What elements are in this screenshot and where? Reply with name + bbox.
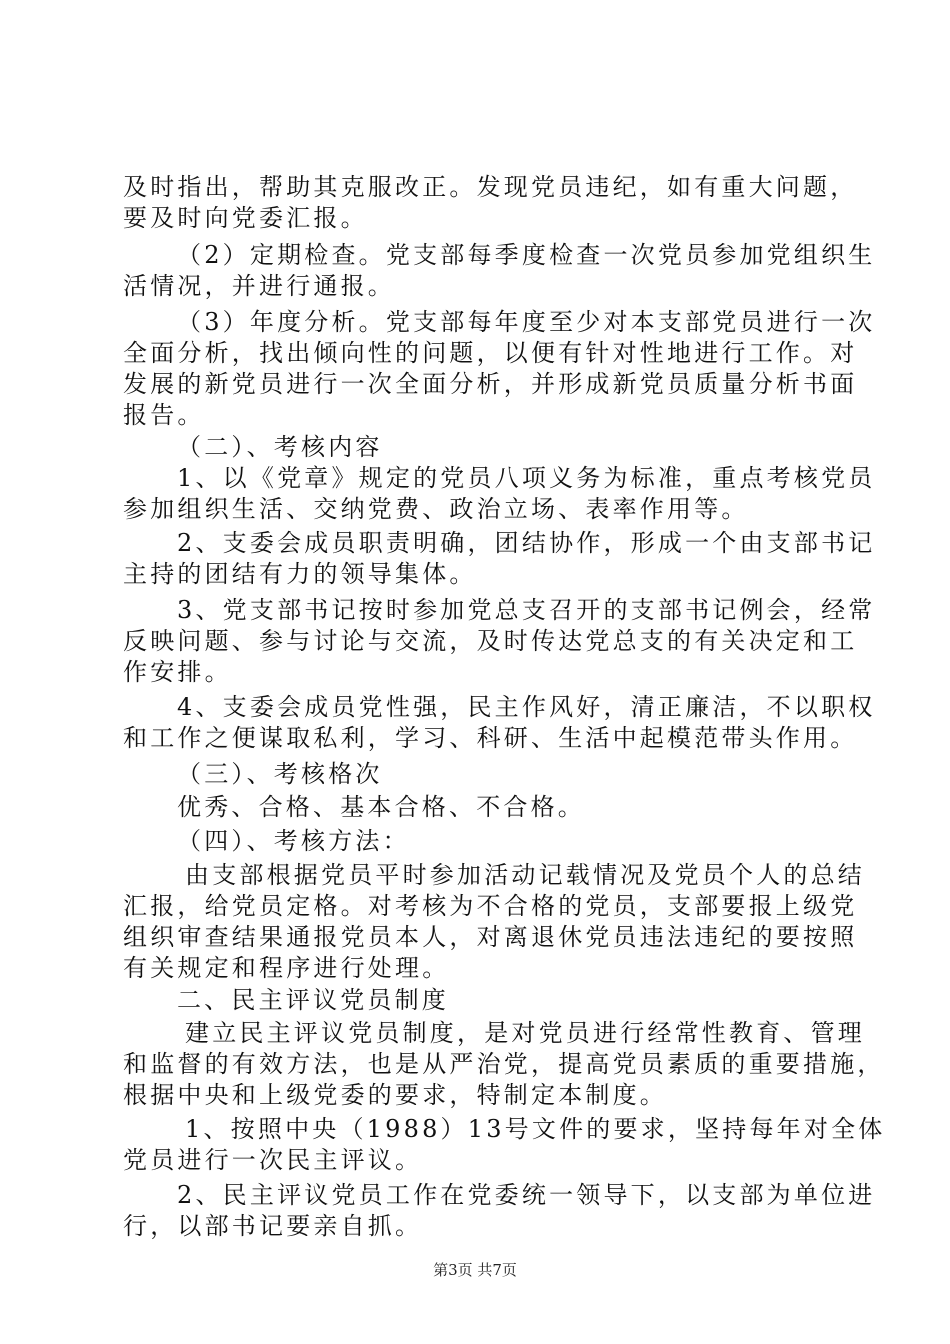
text-line: 反映问题、参与讨论与交流，及时传达党总支的有关决定和工 bbox=[123, 627, 858, 655]
text-line: 和监督的有效方法，也是从严治党，提高党员素质的重要措施， bbox=[123, 1050, 885, 1078]
section-heading: （三）、考核格次 bbox=[177, 760, 383, 788]
text-line: 主持的团结有力的领导集体。 bbox=[123, 560, 477, 588]
section-heading: 二、民主评议党员制度 bbox=[177, 986, 449, 1014]
text-line: 组织审查结果通报党员本人，对离退休党员违法违纪的要按照 bbox=[123, 923, 858, 951]
text-line: 由支部根据党员平时参加活动记载情况及党员个人的总结 bbox=[185, 861, 865, 889]
text-line: 有关规定和程序进行处理。 bbox=[123, 954, 450, 982]
text-line: 3、党支部书记按时参加党总支召开的支部书记例会，经常 bbox=[177, 596, 876, 624]
text-line: 建立民主评议党员制度，是对党员进行经常性教育、管理 bbox=[185, 1019, 865, 1047]
text-line: 全面分析，找出倾向性的问题，以便有针对性地进行工作。对 bbox=[123, 339, 858, 367]
section-heading: （二）、考核内容 bbox=[177, 433, 383, 461]
text-line: 2、民主评议党员工作在党委统一领导下，以支部为单位进 bbox=[177, 1181, 876, 1209]
text-line: 发展的新党员进行一次全面分析，并形成新党员质量分析书面 bbox=[123, 370, 858, 398]
text-line: 1、以《党章》规定的党员八项义务为标准，重点考核党员 bbox=[177, 464, 876, 492]
text-line: 要及时向党委汇报。 bbox=[123, 204, 368, 232]
text-line: 报告。 bbox=[123, 401, 205, 429]
text-line: 1、按照中央（1988）13号文件的要求，坚持每年对全体 bbox=[185, 1115, 886, 1143]
text-line: 4、支委会成员党性强，民主作风好，清正廉洁，不以职权 bbox=[177, 693, 876, 721]
text-line: 行，以部书记要亲自抓。 bbox=[123, 1212, 423, 1240]
section-heading: （四）、考核方法： bbox=[177, 827, 410, 855]
text-line: 2、支委会成员职责明确，团结协作，形成一个由支部书记 bbox=[177, 529, 876, 557]
text-line: 和工作之便谋取私利，学习、科研、生活中起模范带头作用。 bbox=[123, 724, 858, 752]
text-line: 活情况，并进行通报。 bbox=[123, 272, 395, 300]
text-line: 参加组织生活、交纳党费、政治立场、表率作用等。 bbox=[123, 495, 749, 523]
text-line: （3）年度分析。党支部每年度至少对本支部党员进行一次 bbox=[177, 308, 876, 336]
text-line: 根据中央和上级党委的要求，特制定本制度。 bbox=[123, 1081, 667, 1109]
text-line: （2）定期检查。党支部每季度检查一次党员参加党组织生 bbox=[177, 241, 876, 269]
text-line: 作安排。 bbox=[123, 658, 232, 686]
text-line: 及时指出，帮助其克服改正。发现党员违纪，如有重大问题， bbox=[123, 173, 858, 201]
text-line: 优秀、合格、基本合格、不合格。 bbox=[177, 793, 585, 821]
page-number-footer: 第3页 共7页 bbox=[433, 1261, 517, 1279]
text-line: 汇报，给党员定格。对考核为不合格的党员，支部要报上级党 bbox=[123, 892, 858, 920]
text-line: 党员进行一次民主评议。 bbox=[123, 1146, 423, 1174]
